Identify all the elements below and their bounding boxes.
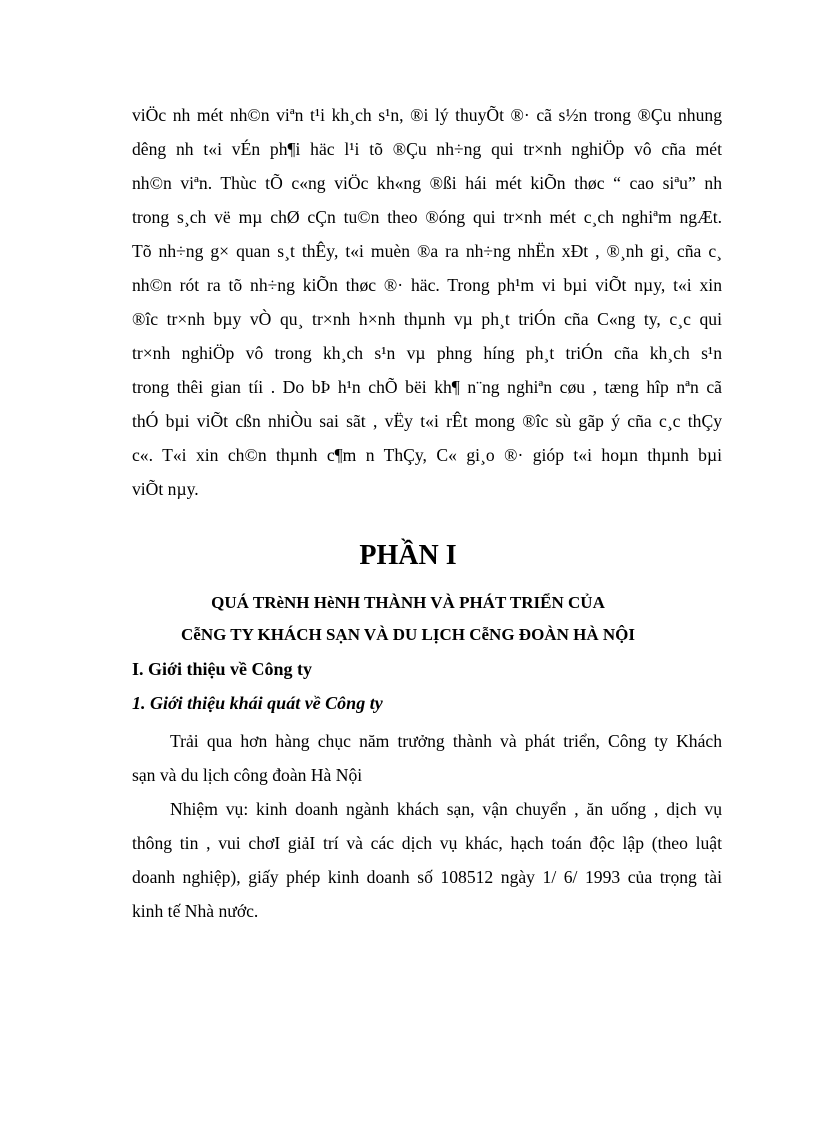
body-line: thông tin , vui chơI giảI trí và các dịch vụ khác, hạch toán độc lập (theo luật — [132, 833, 722, 853]
body-line: kinh tế Nhà nước. — [132, 901, 259, 921]
intro-line: dêng nh t«i vÉn ph¶i häc l¹i tõ ®Çu nh÷ng qui tr×nh nghiÖp vô cña mét — [132, 139, 722, 159]
intro-line: nh©n rót ra tõ nh÷ng kiÕn thøc ®· häc. Trong ph¹m vi bµi viÕt nµy, t«i xin — [132, 275, 722, 295]
part-subtitle: QUÁ TRèNH HèNH THÀNH VÀ PHÁT TRIỂN CỦA — [211, 593, 605, 612]
intro-line: nh©n viªn. Thùc tÕ c«ng viÖc kh«ng ®ßi hái mét kiÕn thøc “ cao siªu” nh — [132, 173, 722, 193]
part-subtitle: CễNG TY KHÁCH SẠN VÀ DU LỊCH CễNG ĐOÀN HÀ NỘI — [181, 625, 635, 644]
intro-line: trong s¸ch vë mµ chØ cÇn tu©n theo ®óng qui tr×nh mét c¸ch nghiªm ngÆt. — [132, 207, 722, 227]
intro-line: c«. T«i xin ch©n thµnh c¶m n ThÇy, C« gi¸o ®· gióp t«i hoµn thµnh bµi — [132, 445, 722, 465]
body-line: Nhiệm vụ: kinh doanh ngành khách sạn, vận chuyển , ăn uống , dịch vụ — [170, 799, 722, 819]
part-title: PHẦN I — [359, 540, 457, 571]
body-line: sạn và du lịch công đoàn Hà Nội — [132, 765, 363, 785]
body-line: doanh nghiệp), giấy phép kinh doanh số 108512 ngày 1/ 6/ 1993 của trọng tài — [132, 867, 722, 887]
intro-line: Tõ nh÷ng g× quan s¸t thÊy, t«i muèn ®a ra nh÷ng nhËn xÐt , ®¸nh gi¸ cña c¸ — [132, 241, 722, 261]
intro-line: ®îc tr×nh bµy vÒ qu¸ tr×nh h×nh thµnh vµ ph¸t triÓn cña C«ng ty, c¸c qui — [132, 309, 722, 329]
intro-line: viÕt nµy. — [132, 479, 199, 499]
section-heading: I. Giới thiệu về Công ty — [132, 659, 312, 679]
intro-line: viÖc nh mét nh©n viªn t¹i kh¸ch s¹n, ®i lý thuyÕt ®· cã s½n trong ®Çu nhung — [132, 105, 722, 125]
intro-line: thÓ bµi viÕt cßn nhiÒu sai sãt , vËy t«i rÊt mong ®îc sù gãp ý cña c¸c thÇy — [132, 411, 722, 431]
intro-line: tr×nh nghiÖp vô trong kh¸ch s¹n vµ phng híng ph¸t triÓn cña kh¸ch s¹n — [132, 343, 722, 363]
subsection-heading: 1. Giới thiệu khái quát về Công ty — [132, 693, 383, 713]
body-line: Trải qua hơn hàng chục năm trưởng thành và phát triển, Công ty Khách — [170, 731, 722, 751]
intro-line: trong thêi gian tíi . Do bÞ h¹n chÕ bëi kh¶ n¨ng nghiªn cøu , tæng hîp nªn cã — [132, 377, 722, 397]
